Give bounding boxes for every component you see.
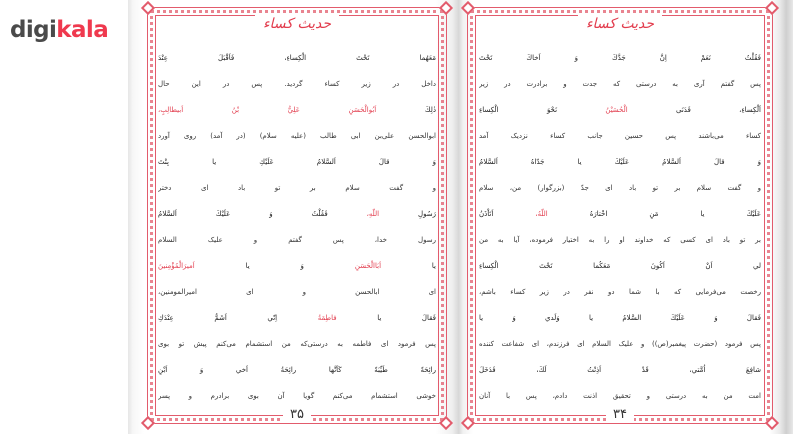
arabic-line [479, 93, 761, 127]
highlighted-name: فاطِمَةُ [317, 314, 337, 322]
arabic-text: رَسُولِ [418, 210, 436, 218]
highlighted-name: اَبَاالْحَسَنِ [354, 262, 382, 270]
arabic-text: اَتَاْذَنُ [479, 210, 494, 218]
arabic-text: اَلْكِساءِ، فَدَنَى [675, 106, 761, 114]
verse-row [479, 301, 761, 353]
arabic-text: فَقُلْتُ وَ عَلَيْكَ اَلسَّلامُ [158, 210, 328, 218]
persian-translation: ای ابالحسن و ای امیرالمومنین، [158, 288, 436, 296]
left-page-header [148, 13, 446, 35]
arabic-line [479, 301, 761, 335]
highlighted-name: اللّهِ، [366, 210, 380, 218]
left-page-frame [147, 7, 447, 424]
arabic-line [158, 145, 436, 179]
logo-digi-text: digi [10, 17, 57, 43]
arabic-text: وَ قالَ اَلسَّلامُ عَلَيْكَ يا جَدّاهُ اَلسَّلامُ [479, 158, 761, 166]
persian-translation: کساء می‌باشند پس حسین جانب کساء نزدیک آمد [479, 132, 761, 140]
page-header-title: حدیث کساء [255, 13, 339, 35]
arabic-line [158, 249, 436, 283]
persian-translation: خوشی استشمام می‌کنم گویا آن بوی برادرم و پسر [158, 392, 436, 400]
persian-translation: امت من به درستی و تحقیق اذنت دادم، پس با آنان [479, 392, 761, 400]
arabic-line [158, 93, 436, 127]
highlighted-name: الْحُسَيْنُ [605, 106, 628, 114]
verse-row [479, 41, 761, 93]
arabic-text: رائِحَةً طَيِّبَةً كَاَنَّها رائِحَةُ اَخي وَ اَبْنِ [158, 366, 436, 374]
arabic-text: شافِعَ اُمَّتي، قَدْ اَذِنْتُ لَكَ، فَدَخَلَ [479, 366, 761, 374]
persian-translation: رسول خدا، پس گفتم و علیک السلام [158, 236, 436, 244]
arabic-text: مَعَهُما تَحْتَ الْكِساءِ، فَاَقْبَلَ عِنْدَ [158, 54, 436, 62]
persian-translation: و گفت سلام بر تو باد ای دختر [158, 184, 436, 192]
verse-row [158, 197, 436, 249]
verse-row [158, 93, 436, 145]
verse-row [158, 249, 436, 301]
highlighted-name: اَميرَالْمُؤْمِنينَ [158, 262, 195, 270]
verse-row [158, 301, 436, 353]
verse-row [479, 93, 761, 145]
persian-translation: داخل در زیر کساء گردید. پس در این حال [158, 80, 436, 88]
arabic-line [479, 145, 761, 179]
persian-translation: رخصت می‌فرمایی که با شما دو نفر در زیر کساء باشم، [479, 288, 761, 296]
verse-row [479, 197, 761, 249]
verse-row [158, 145, 436, 197]
arabic-text: عَلَيْكَ يا مَنِ اخْتارَهُ [589, 210, 761, 218]
persian-translation: پس فرمود (حضرت پیغمبر(ص)) و علیک السلام ای فرزندم، ای شفاعت کننده [479, 340, 761, 348]
page-header-title: حدیث کساء [578, 13, 662, 35]
page-number-text: ۳۴ [606, 406, 634, 423]
arabic-line [479, 41, 761, 75]
right-page-header [468, 13, 772, 35]
right-page-text [479, 41, 761, 405]
arabic-text: نَحْوَ الْكِساءِ [479, 106, 558, 114]
arabic-text: فَقالَ يا [377, 314, 436, 322]
arabic-text: فَقُلْتُ نَعَمْ اِنَّ جَدَّكَ وَ اَخاكَ تَحْتَ [479, 54, 761, 62]
arabic-line [158, 301, 436, 335]
left-page-number [148, 403, 446, 420]
persian-translation: بر تو باد ای کسی که خداوند او را به اختیار فرموده، آیا به من [479, 236, 761, 244]
right-page-number [468, 403, 772, 420]
arabic-line [479, 353, 761, 387]
arabic-text: وَ قالَ اَلسَّلامُ عَلَيْكِ يا بِنْتَ [158, 158, 436, 166]
persian-translation: پس گفتم آری به درستی که جدت و برادرت در زیر [479, 80, 761, 88]
persian-translation: و گفت سلام بر تو باد ای جدّ (بزرگوار) من، سلام [479, 184, 761, 192]
arabic-text: فَقالَ وَ عَلَيْكَ السَّلامُ يا وَلَدي وَ يا [479, 314, 761, 322]
digikala-logo[interactable] [10, 15, 108, 45]
arabic-line [479, 197, 761, 231]
left-page-text [158, 41, 436, 405]
verse-row [479, 249, 761, 301]
arabic-text: ذٰلِكَ [424, 106, 436, 114]
arabic-text: لي اَنْ اَكُونَ مَعَكُما تَحْتَ الْكِساءِ [479, 262, 761, 270]
arabic-text: اِنّي اَشَمُّ عِنْدَكِ [158, 314, 278, 322]
arabic-text: يا [431, 262, 436, 270]
persian-translation: ابوالحسن علی‌بن ابی طالب (علیه سلام) (در آمد) روی آورد [158, 132, 436, 140]
highlighted-name: اللّهُ، [535, 210, 548, 218]
arabic-line [158, 353, 436, 387]
highlighted-name: اَبُوالْحَسَنِ عَلِيُّ بْنُ اَبيطالِبٍ، [158, 106, 377, 114]
verse-row [158, 353, 436, 405]
verse-row [158, 41, 436, 93]
verse-row [479, 145, 761, 197]
arabic-line [158, 41, 436, 75]
arabic-line [158, 197, 436, 231]
arabic-text: وَ يا [245, 262, 304, 270]
arabic-line [479, 249, 761, 283]
persian-translation: پس فرمود ای فاطمه به درستی‌که من استشمام می‌کنم پیش تو بوی [158, 340, 436, 348]
logo-kala-text: kala [56, 17, 109, 43]
page-number-text: ۳۵ [283, 406, 311, 423]
verse-row [479, 353, 761, 405]
right-page-frame [467, 7, 773, 424]
